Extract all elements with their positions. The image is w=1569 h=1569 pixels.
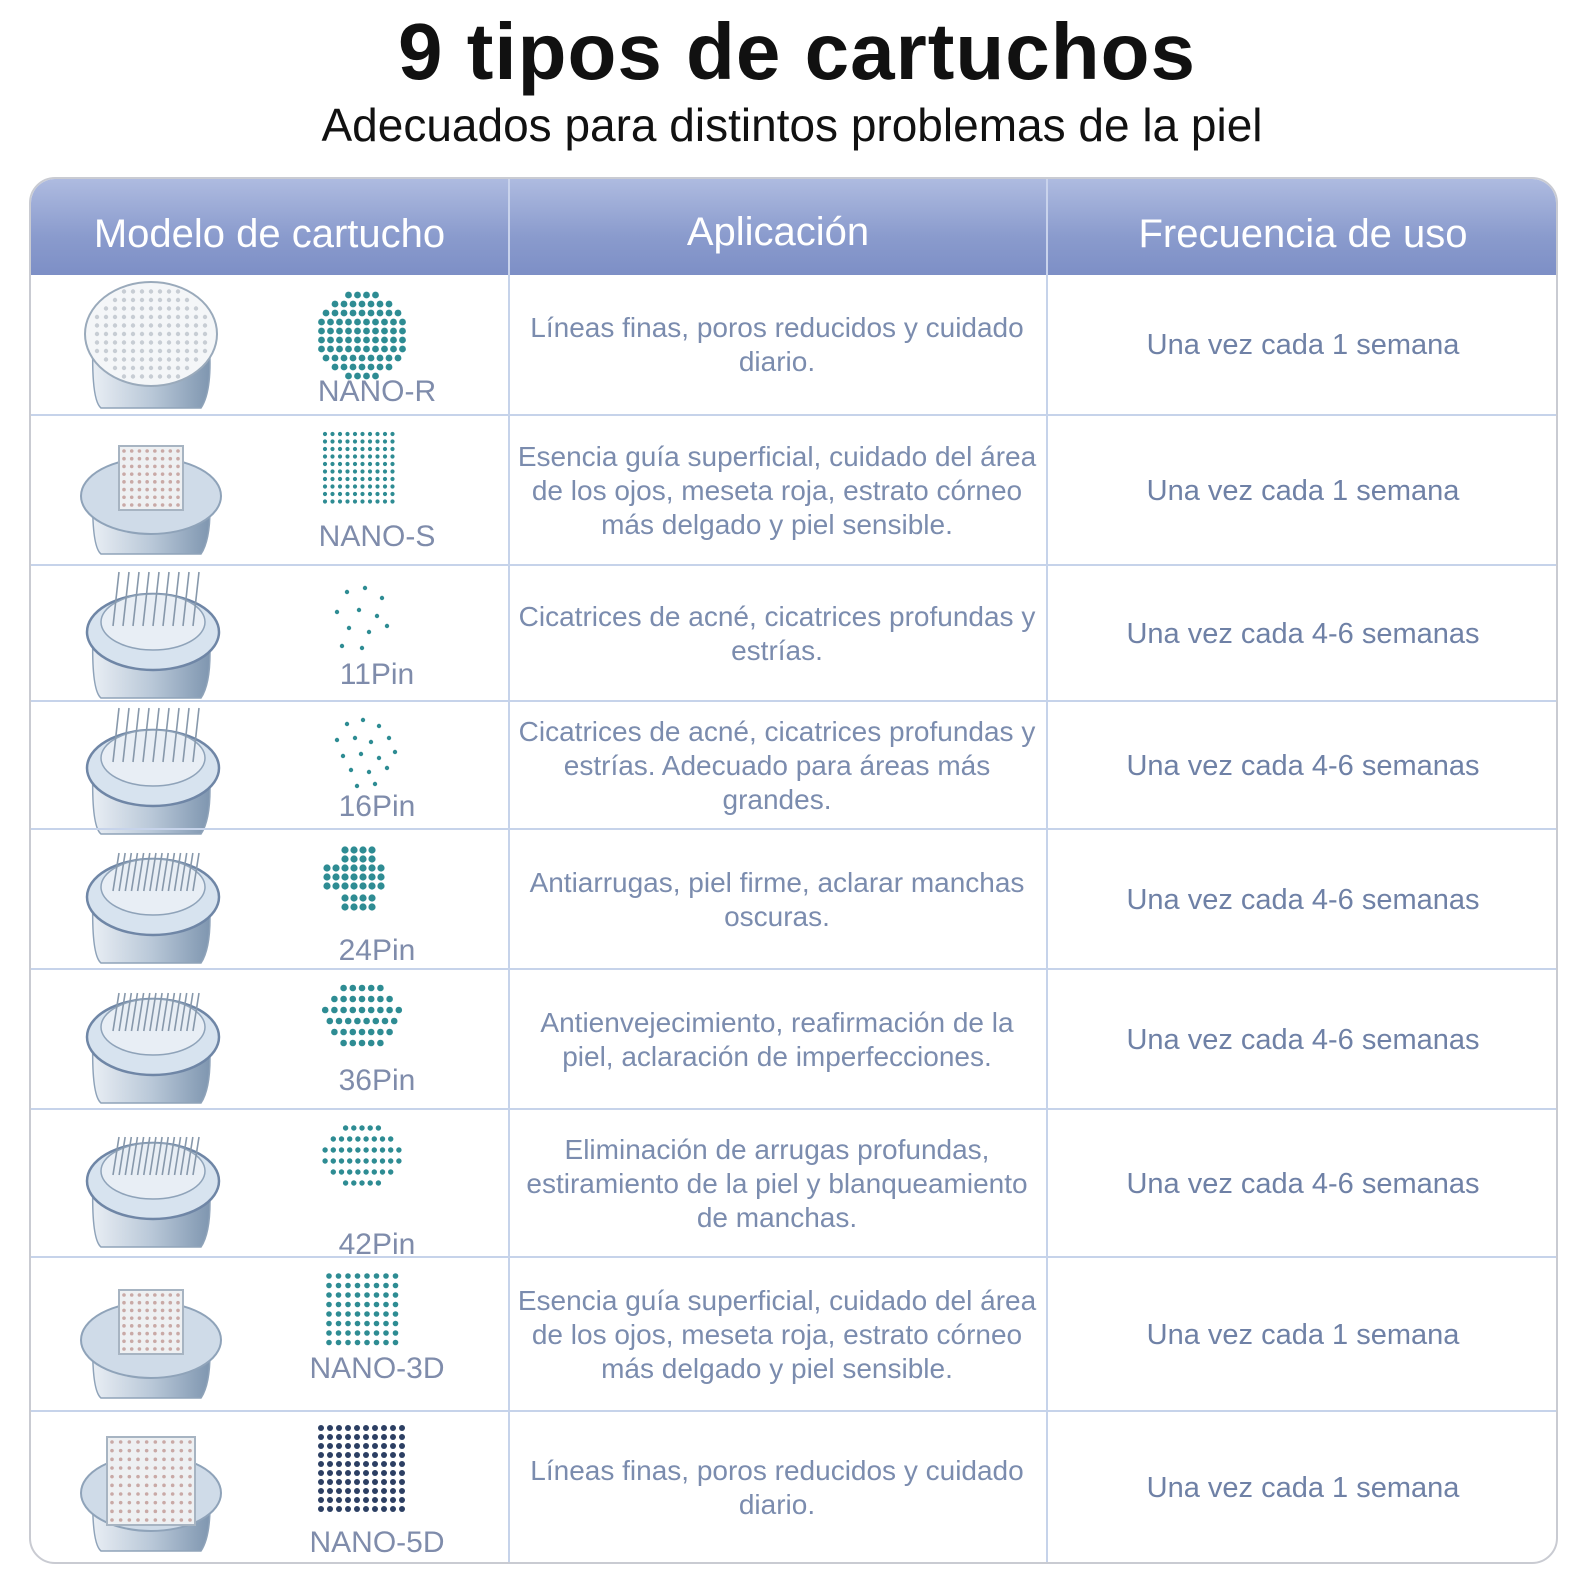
cartridge-model-name: NANO-R xyxy=(317,375,437,408)
cartridge-image xyxy=(71,280,231,415)
cartridge-image-icon xyxy=(71,426,231,556)
table-row xyxy=(31,1108,1556,1261)
frequency-text: Una vez cada 1 semana xyxy=(1146,475,1460,507)
frequency-text: Una vez cada 1 semana xyxy=(1146,1319,1460,1351)
application-text: Líneas finas, poros reducidos y cuidado diario. xyxy=(530,1455,1024,1520)
cartridge-image xyxy=(71,570,231,705)
table-header xyxy=(31,179,1556,275)
frequency-text: Una vez cada 4-6 semanas xyxy=(1126,884,1480,916)
cartridge-model-name: 42Pin xyxy=(338,1228,416,1261)
frequency-text: Una vez cada 1 semana xyxy=(1146,328,1460,361)
table-row xyxy=(31,275,1556,414)
application-text: Antiarrugas, piel firme, aclarar manchas oscuras. xyxy=(529,867,1025,932)
table-row xyxy=(31,1410,1556,1562)
needle-pattern xyxy=(307,1120,417,1225)
needle-pattern-icon xyxy=(307,840,417,940)
application-text: Eliminación de arrugas profundas, estiramiento de la piel y blanqueamiento de manchas. xyxy=(526,1134,1028,1233)
header-divider xyxy=(1046,179,1048,275)
cartridge-model-name: NANO-S xyxy=(318,520,436,553)
page-title: 9 tipos de cartuchos xyxy=(398,7,1196,96)
cartridge-model-name: NANO-5D xyxy=(309,1526,445,1559)
cartridge-model-name: NANO-3D xyxy=(309,1352,445,1385)
cartridge-image-icon xyxy=(71,1423,231,1553)
cartridge-model-name: 16Pin xyxy=(338,790,416,823)
frequency-text: Una vez cada 4-6 semanas xyxy=(1126,618,1480,650)
frequency-text: Una vez cada 4-6 semanas xyxy=(1126,1168,1480,1200)
application-text: Cicatrices de acné, cicatrices profundas y estrías. xyxy=(518,601,1036,666)
needle-pattern xyxy=(307,426,417,531)
page-subtitle: Adecuados para distintos problemas de la piel xyxy=(321,99,1263,151)
needle-pattern xyxy=(307,840,417,945)
cartridge-image-icon xyxy=(71,835,231,965)
table-row xyxy=(31,564,1556,700)
application-text: Cicatrices de acné, cicatrices profundas y estrías. Adecuado para áreas más grandes. xyxy=(518,716,1036,815)
table-row xyxy=(31,828,1556,968)
application-text: Antienvejecimiento, reafirmación de la piel, aclaración de imperfecciones. xyxy=(540,1007,1014,1072)
application-text: Esencia guía superficial, cuidado del área de los ojos, meseta roja, estrato córneo más delgado y piel sensible. xyxy=(517,441,1037,540)
cartridge-model-name: 24Pin xyxy=(338,934,416,967)
cartridge-image-icon xyxy=(71,975,231,1105)
cartridge-model-name: 11Pin xyxy=(339,658,415,691)
header-application: Aplicación xyxy=(686,210,870,254)
cartridge-image-icon xyxy=(71,1119,231,1249)
cartridge-image-icon xyxy=(71,280,231,410)
cartridge-model-name: 36Pin xyxy=(338,1064,416,1097)
frequency-text: Una vez cada 4-6 semanas xyxy=(1126,750,1480,782)
cartridge-image xyxy=(71,1423,231,1558)
header-model: Modelo de cartucho xyxy=(93,212,446,256)
application-text: Líneas finas, poros reducidos y cuidado diario. xyxy=(530,311,1024,377)
table-row xyxy=(31,1256,1556,1410)
frequency-text: Una vez cada 1 semana xyxy=(1146,1472,1460,1504)
table-row xyxy=(31,968,1556,1108)
cartridge-image-icon xyxy=(71,706,231,836)
header-divider xyxy=(508,179,510,275)
cartridge-image-icon xyxy=(71,570,231,700)
table-row xyxy=(31,414,1556,564)
frequency-text: Una vez cada 4-6 semanas xyxy=(1126,1024,1480,1056)
cartridge-image xyxy=(71,426,231,561)
needle-pattern-icon xyxy=(307,1120,417,1220)
cartridge-image xyxy=(71,835,231,970)
cartridge-image xyxy=(71,706,231,841)
needle-pattern-icon xyxy=(307,285,417,385)
application-text: Esencia guía superficial, cuidado del área de los ojos, meseta roja, estrato córneo más delgado y piel sensible. xyxy=(517,1285,1037,1384)
cartridge-image xyxy=(71,1119,231,1254)
needle-pattern-icon xyxy=(307,1422,417,1522)
cartridge-image xyxy=(71,975,231,1110)
cartridge-image-icon xyxy=(71,1270,231,1400)
cartridge-image xyxy=(71,1270,231,1405)
header-frequency: Frecuencia de uso xyxy=(1138,212,1468,256)
needle-pattern xyxy=(307,1422,417,1527)
cartridge-table xyxy=(29,177,1558,1564)
table-row xyxy=(31,700,1556,828)
needle-pattern-icon xyxy=(307,426,417,526)
